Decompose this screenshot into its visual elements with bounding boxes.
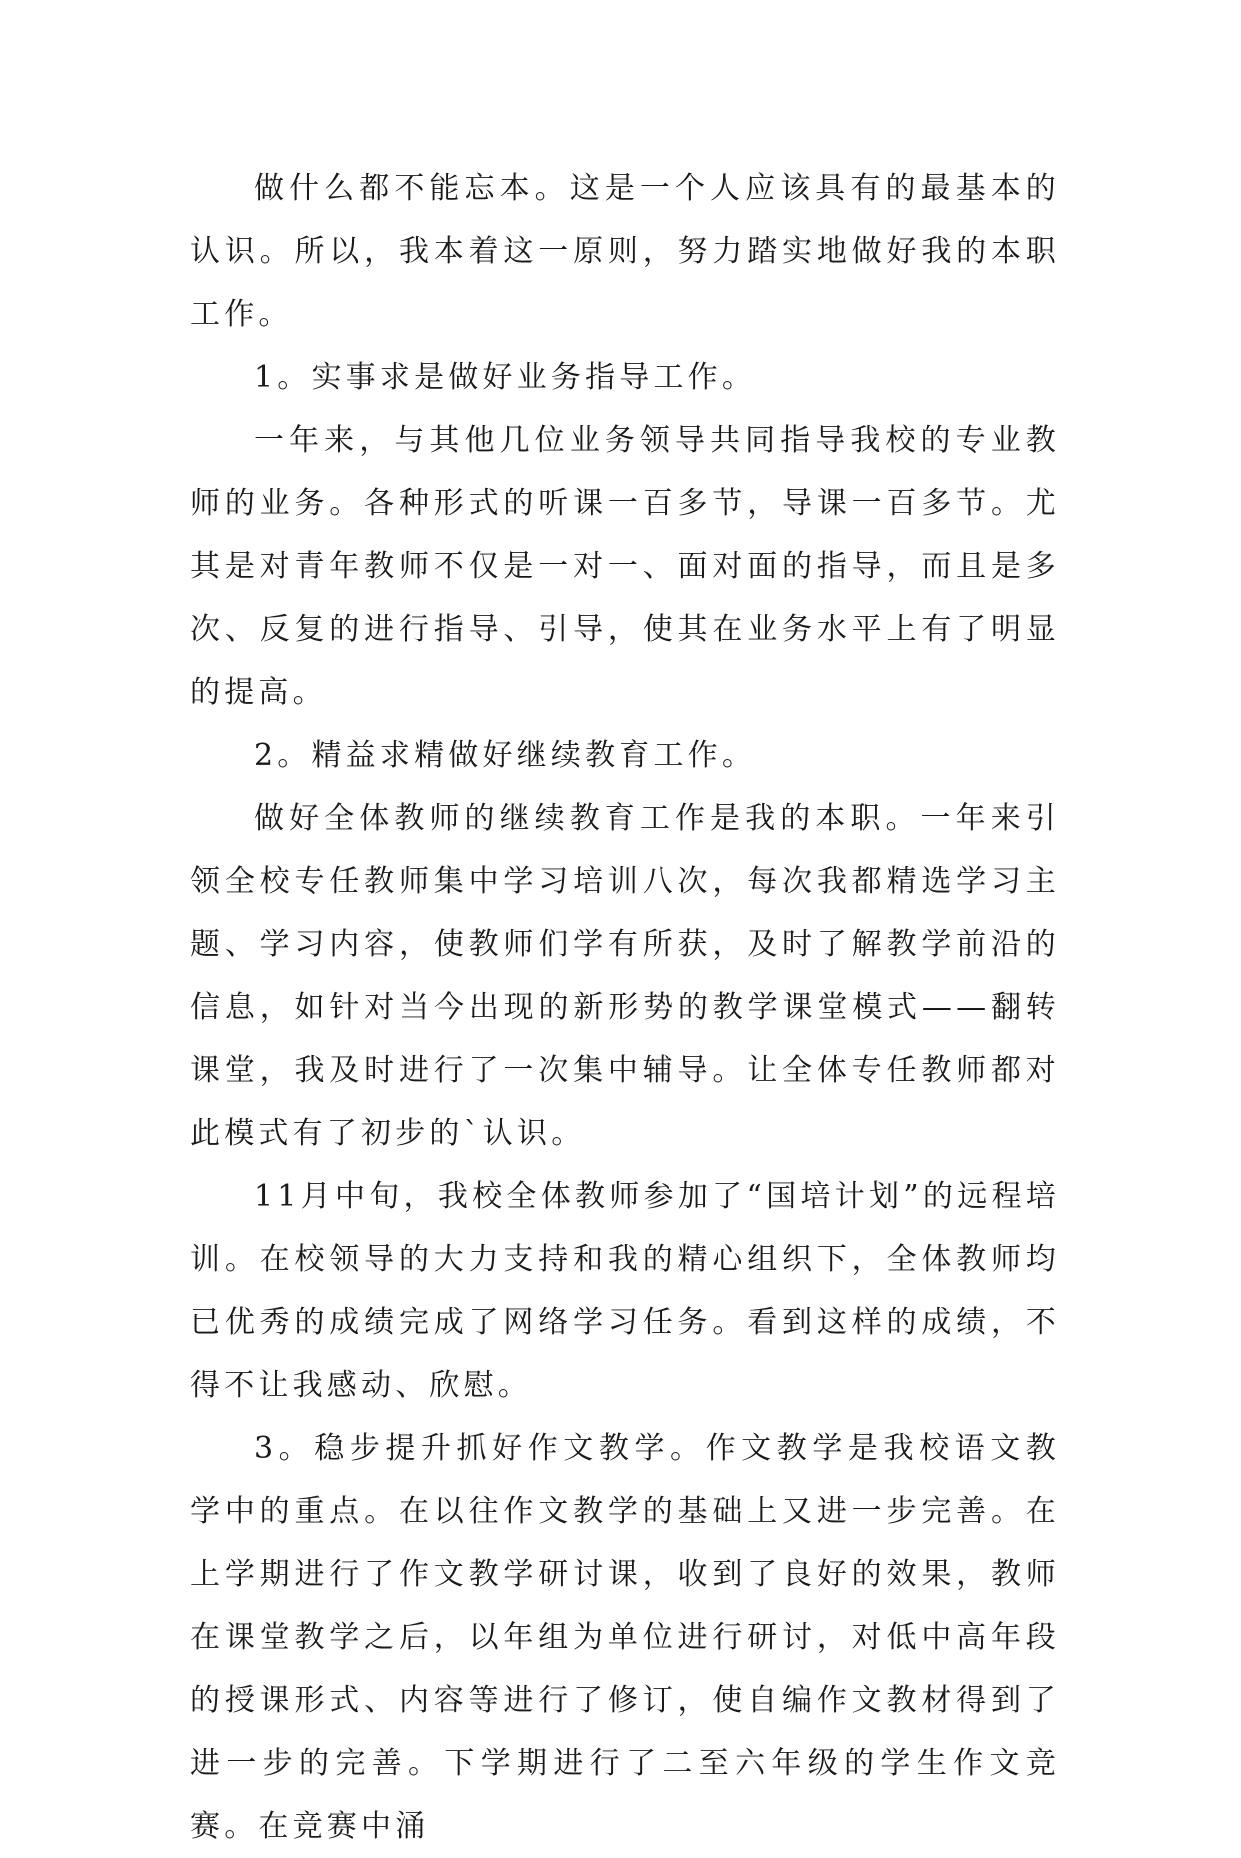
paragraph-composition-teaching: 3。稳步提升抓好作文教学。作文教学是我校语文教学中的重点。在以往作文教学的基础上又进一步完善。在上学期进行了作文教学研讨课，收到了良好的效果，教师在课堂教学之后，以年组为单位进行研讨，对低中高年段的授课形式、内容等进行了修订，使自编作文教材得到了进一步的完善。下学期进行了二至六年级的学生作文竞赛。在竞赛中涌 [190, 1431, 1060, 1844]
paragraph-guidance: 一年来，与其他几位业务领导共同指导我校的专业教师的业务。各种形式的听课一百多节，导课一百多节。尤其是对青年教师不仅是一对一、面对面的指导，而且是多次、反复的进行指导、引导，使其在业务水平上有了明显的提高。 [190, 423, 1060, 710]
document-body [190, 157, 1060, 1858]
paragraph-heading-1: 1。实事求是做好业务指导工作。 [254, 360, 757, 395]
paragraph-intro: 做什么都不能忘本。这是一个人应该具有的最基本的认识。所以，我本着这一原则，努力踏实地做好我的本职工作。 [190, 171, 1060, 332]
paragraph-continuing-education: 做好全体教师的继续教育工作是我的本职。一年来引领全校专任教师集中学习培训八次，每次我都精选学习主题、学习内容，使教师们学有所获，及时了解教学前沿的信息，如针对当今出现的新形势的教学课堂模式——翻转课堂，我及时进行了一次集中辅导。让全体专任教师都对此模式有了初步的`认识。 [190, 801, 1060, 1151]
paragraph-heading-2: 2。精益求精做好继续教育工作。 [254, 738, 757, 773]
paragraph-national-training: 11月中旬，我校全体教师参加了“国培计划”的远程培训。在校领导的大力支持和我的精心组织下，全体教师均已优秀的成绩完成了网络学习任务。看到这样的成绩，不得不让我感动、欣慰。 [190, 1179, 1060, 1403]
